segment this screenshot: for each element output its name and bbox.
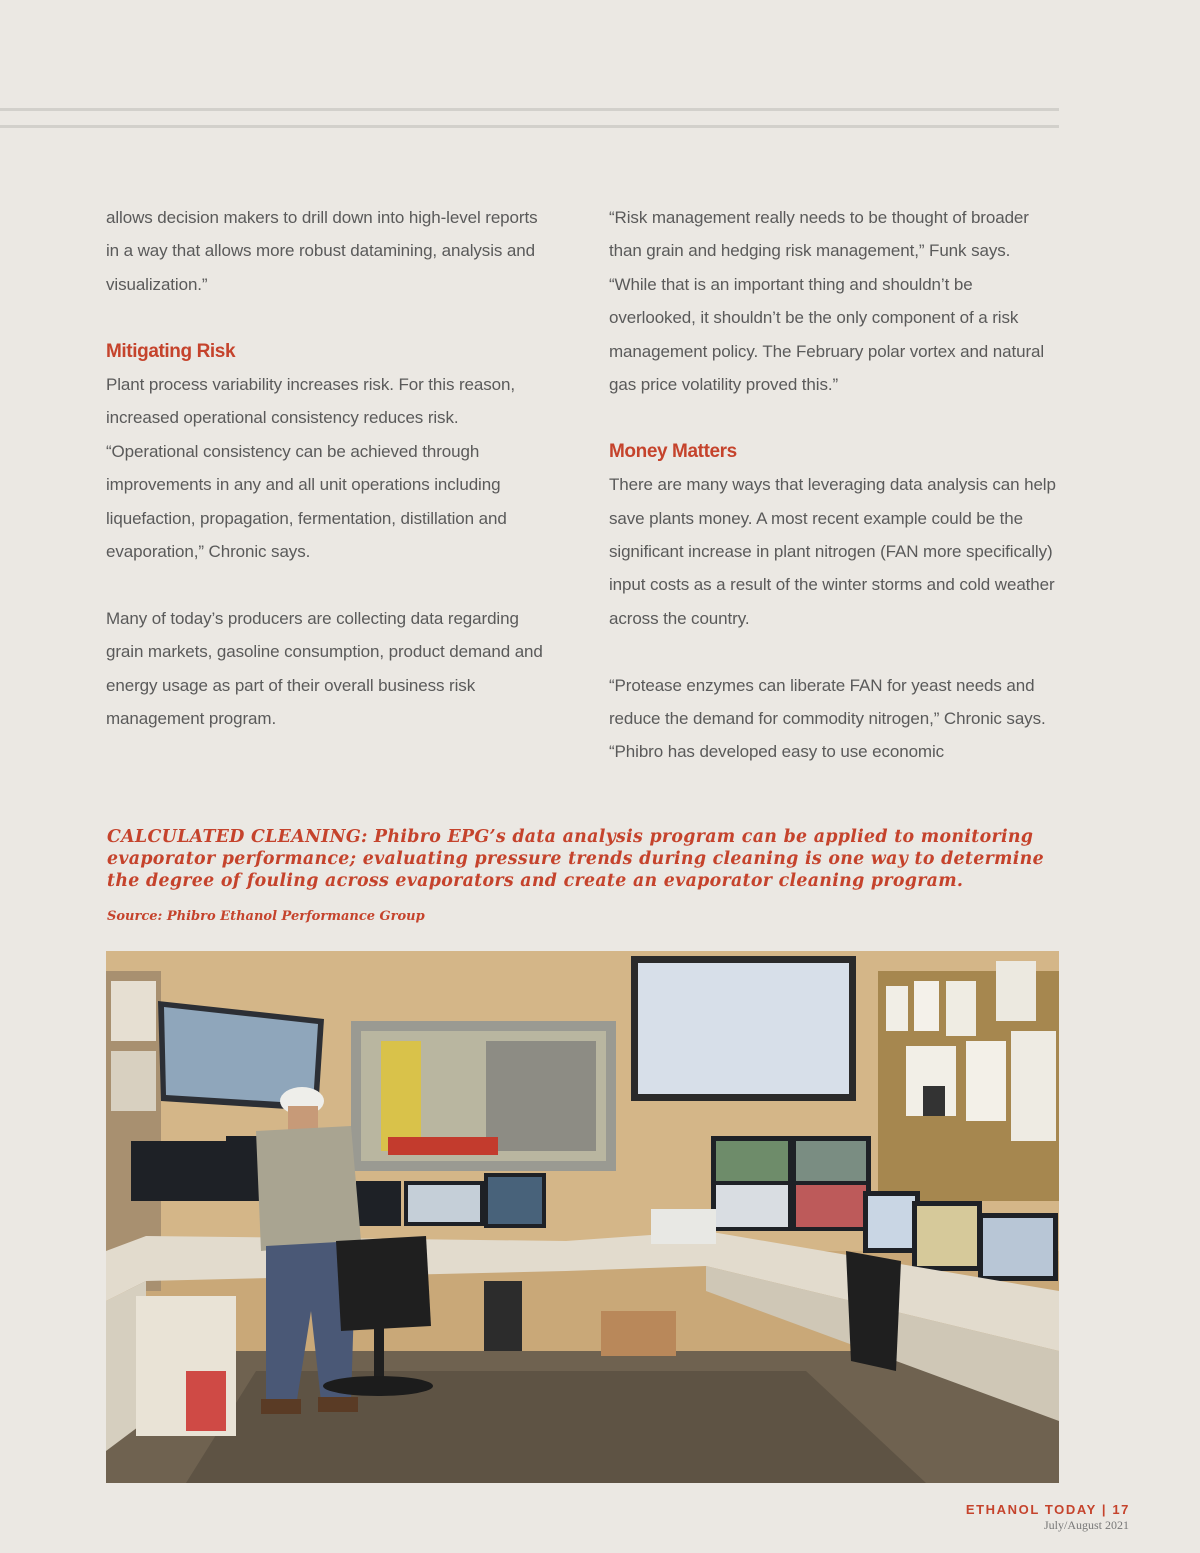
footer-publication: ETHANOL TODAY | 17 — [965, 1502, 1130, 1517]
heading-money-matters: Money Matters — [609, 440, 737, 462]
photo-caption: CALCULATED CLEANING: Phibro EPG’s data analysis program can be applied to monitoring evaporator performance; evaluating pressure trends during cleaning is one way to determine the degree of fouling across evaporators and create an evaporator cleaning program. — [107, 827, 1044, 891]
header-rule-top — [0, 108, 1059, 111]
left-para-2: Plant process variability increases risk. For this reason, increased operational consistency reduces risk. “Operational consistency can be achieved through improvements in any and all unit operations including liquefaction, propagation, fermentation, distillation and evaporation,” Chronic says. — [106, 375, 515, 562]
photo-source: Source: Phibro Ethanol Performance Group — [107, 909, 425, 924]
left-para-3: Many of today’s producers are collecting data regarding grain markets, gasoline consumption, product demand and energy usage as part of their overall business risk management program. — [106, 608, 543, 729]
control-room-photo — [106, 951, 1059, 1483]
right-column — [609, 201, 1061, 769]
right-para-2: There are many ways that leveraging data analysis can help save plants money. A most recent example could be the significant increase in plant nitrogen (FAN more specifically) input costs as a result of the winter storms and cold weather across the country. — [609, 475, 1056, 628]
right-para-1: “Risk management really needs to be thought of broader than grain and hedging risk management,” Funk says. “While that is an important thing and shouldn’t be overlooked, it shouldn’t be the only component of a risk management policy. The February polar vortex and natural gas price volatility proved this.” — [609, 208, 1045, 395]
left-para-1: allows decision makers to drill down into high-level reports in a way that allows more robust datamining, analysis and visualization.” — [106, 208, 538, 294]
heading-mitigating-risk: Mitigating Risk — [106, 340, 236, 362]
header-rule-bottom — [0, 125, 1059, 128]
footer-date: July/August 2021 — [1043, 1518, 1129, 1532]
right-para-3: “Protease enzymes can liberate FAN for yeast needs and reduce the demand for commodity nitrogen,” Chronic says. “Phibro has developed easy to use economic — [609, 675, 1046, 762]
left-column — [106, 201, 546, 735]
